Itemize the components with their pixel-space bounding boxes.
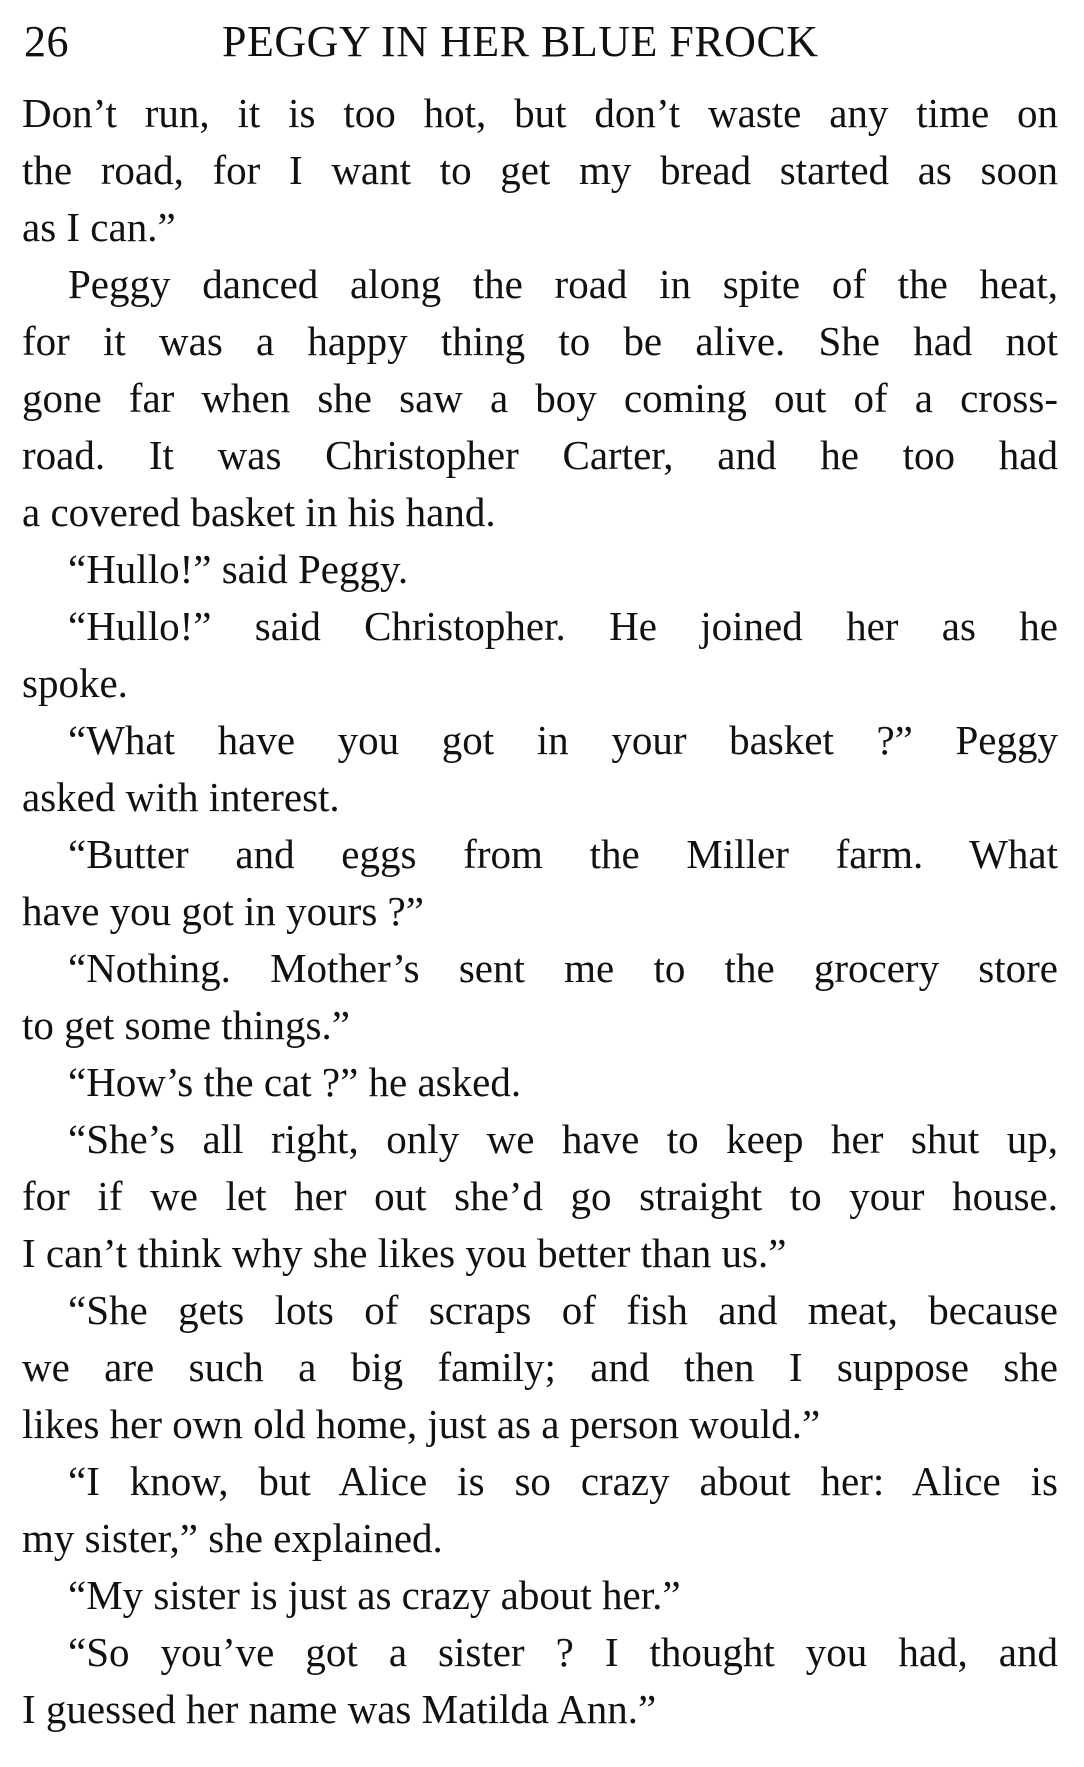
text-line: spoke. [22, 660, 128, 706]
text-line: have you got in yours ?” [22, 888, 424, 934]
text-line: I guessed her name was Matilda Ann.” [22, 1686, 657, 1732]
text-line: “Nothing. Mother’s sent me to the grocery store [68, 945, 1058, 991]
text-line: a covered basket in his hand. [22, 489, 496, 535]
text-line: “My sister is just as crazy about her.” [68, 1572, 681, 1618]
text-line: Peggy danced along the road in spite of the heat, [68, 261, 1058, 307]
page-number: 26 [24, 17, 69, 66]
text-line: likes her own old home, just as a person would.” [22, 1401, 821, 1447]
body-text [22, 85, 1058, 1738]
text-line: to get some things.” [22, 1002, 350, 1048]
text-line: I can’t think why she likes you better than us.” [22, 1230, 787, 1276]
book-title: PEGGY IN HER BLUE FROCK [222, 17, 819, 66]
running-head [24, 12, 1064, 72]
text-line: my sister,” she explained. [22, 1515, 443, 1561]
text-line: “She gets lots of scraps of fish and meat, because [68, 1287, 1058, 1333]
text-line: asked with interest. [22, 774, 340, 820]
text-line: for if we let her out she’d go straight to your house. [22, 1173, 1058, 1219]
text-line: “So you’ve got a sister ? I thought you had, and [68, 1629, 1058, 1675]
text-line: as I can.” [22, 204, 176, 250]
text-line: “What have you got in your basket ?” Peggy [68, 717, 1058, 763]
text-line: “Hullo!” said Peggy. [68, 546, 409, 592]
text-line: Don’t run, it is too hot, but don’t waste any time on [22, 90, 1058, 136]
text-line: “How’s the cat ?” he asked. [68, 1059, 522, 1105]
text-line: for it was a happy thing to be alive. She had not [22, 318, 1058, 364]
text-line: we are such a big family; and then I suppose she [22, 1344, 1058, 1390]
text-line: road. It was Christopher Carter, and he too had [22, 432, 1058, 478]
text-line: “I know, but Alice is so crazy about her: Alice is [68, 1458, 1058, 1504]
text-line: “Butter and eggs from the Miller farm. What [68, 831, 1058, 877]
text-line: gone far when she saw a boy coming out of a cross- [22, 375, 1058, 421]
text-line: “She’s all right, only we have to keep her shut up, [68, 1116, 1058, 1162]
text-line: “Hullo!” said Christopher. He joined her as he [68, 603, 1058, 649]
text-line: the road, for I want to get my bread started as soon [22, 147, 1058, 193]
